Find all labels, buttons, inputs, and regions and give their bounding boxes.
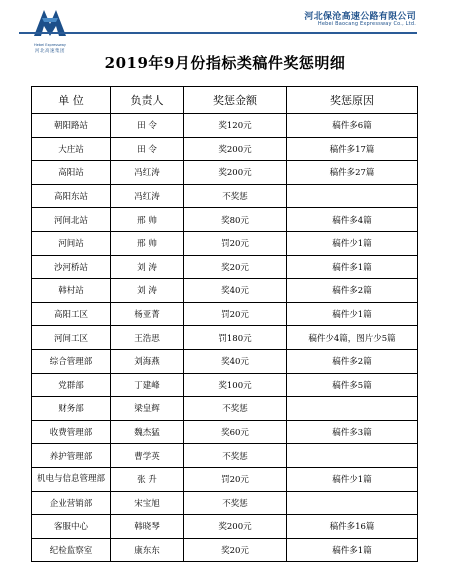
column-header-reason: 奖惩原因 bbox=[287, 87, 418, 114]
cell-unit: 韩村站 bbox=[32, 279, 111, 303]
page-title: 2019年9月份指标类稿件奖惩明细 bbox=[104, 54, 346, 72]
cell-manager: 丁建峰 bbox=[111, 373, 184, 397]
cell-unit: 高阳工区 bbox=[32, 302, 111, 326]
cell-reason bbox=[287, 397, 418, 421]
cell-amount: 罚20元 bbox=[184, 467, 287, 491]
cell-manager: 张 升 bbox=[111, 467, 184, 491]
brand-chinese-small: 河北高速集团 bbox=[35, 49, 65, 54]
header-divider bbox=[19, 32, 417, 34]
cell-reason: 稿件多2篇 bbox=[287, 279, 418, 303]
cell-manager: 刘海燕 bbox=[111, 349, 184, 373]
table-row bbox=[32, 467, 418, 491]
cell-unit: 养护管理部 bbox=[32, 444, 111, 468]
cell-reason: 稿件少1篇 bbox=[287, 302, 418, 326]
table-row bbox=[32, 137, 418, 161]
cell-manager: 魏杰猛 bbox=[111, 420, 184, 444]
table-row bbox=[32, 255, 418, 279]
table-row bbox=[32, 515, 418, 539]
cell-manager: 刘 涛 bbox=[111, 255, 184, 279]
column-header-unit: 单 位 bbox=[32, 87, 111, 114]
cell-reason: 稿件少1篇 bbox=[287, 467, 418, 491]
cell-reason: 稿件少1篇 bbox=[287, 231, 418, 255]
cell-manager: 梁皇辉 bbox=[111, 397, 184, 421]
brand-english-small: Hebei Expressway bbox=[34, 43, 66, 47]
table-row bbox=[32, 420, 418, 444]
cell-manager: 邢 帅 bbox=[111, 231, 184, 255]
table-row bbox=[32, 373, 418, 397]
cell-reason bbox=[287, 184, 418, 208]
cell-reason: 稿件多4篇 bbox=[287, 208, 418, 232]
cell-amount: 奖100元 bbox=[184, 373, 287, 397]
cell-manager: 冯红涛 bbox=[111, 184, 184, 208]
table-row bbox=[32, 114, 418, 138]
cell-unit: 客服中心 bbox=[32, 515, 111, 539]
cell-unit: 朝阳路站 bbox=[32, 114, 111, 138]
cell-amount: 不奖惩 bbox=[184, 397, 287, 421]
column-header-manager: 负责人 bbox=[111, 87, 184, 114]
cell-manager: 曹学英 bbox=[111, 444, 184, 468]
cell-amount: 奖60元 bbox=[184, 420, 287, 444]
cell-manager: 王浩思 bbox=[111, 326, 184, 350]
logo-mark-icon bbox=[32, 6, 68, 40]
cell-amount: 不奖惩 bbox=[184, 491, 287, 515]
table-row bbox=[32, 161, 418, 185]
cell-reason: 稿件多17篇 bbox=[287, 137, 418, 161]
cell-unit: 机电与信息管理部 bbox=[32, 467, 111, 491]
company-name: 河北保沧高速公路有限公司 bbox=[304, 12, 416, 22]
cell-amount: 奖40元 bbox=[184, 279, 287, 303]
table-row bbox=[32, 349, 418, 373]
cell-reason bbox=[287, 491, 418, 515]
cell-reason: 稿件多1篇 bbox=[287, 255, 418, 279]
cell-reason: 稿件少4篇，图片少5篇 bbox=[287, 326, 418, 350]
cell-unit: 纪检监察室 bbox=[32, 538, 111, 562]
cell-amount: 奖120元 bbox=[184, 114, 287, 138]
cell-unit: 收费管理部 bbox=[32, 420, 111, 444]
table-row bbox=[32, 538, 418, 562]
cell-manager: 杨亚菁 bbox=[111, 302, 184, 326]
cell-unit: 河间工区 bbox=[32, 326, 111, 350]
cell-amount: 不奖惩 bbox=[184, 444, 287, 468]
cell-unit: 沙河桥站 bbox=[32, 255, 111, 279]
cell-manager: 邢 帅 bbox=[111, 208, 184, 232]
cell-reason: 稿件多16篇 bbox=[287, 515, 418, 539]
cell-unit: 大庄站 bbox=[32, 137, 111, 161]
cell-manager: 韩晓琴 bbox=[111, 515, 184, 539]
cell-manager: 宋宝旭 bbox=[111, 491, 184, 515]
table-row bbox=[32, 302, 418, 326]
table-header-row bbox=[32, 87, 418, 114]
cell-amount: 奖200元 bbox=[184, 515, 287, 539]
cell-reason: 稿件多1篇 bbox=[287, 538, 418, 562]
cell-amount: 奖200元 bbox=[184, 137, 287, 161]
cell-unit: 高阳东站 bbox=[32, 184, 111, 208]
cell-amount: 不奖惩 bbox=[184, 184, 287, 208]
cell-amount: 奖20元 bbox=[184, 255, 287, 279]
cell-manager: 康东东 bbox=[111, 538, 184, 562]
letterhead bbox=[0, 0, 450, 60]
cell-amount: 奖20元 bbox=[184, 538, 287, 562]
column-header-amount: 奖惩金额 bbox=[184, 87, 287, 114]
table-row bbox=[32, 397, 418, 421]
cell-reason: 稿件多5篇 bbox=[287, 373, 418, 397]
cell-amount: 罚20元 bbox=[184, 231, 287, 255]
cell-manager: 冯红涛 bbox=[111, 161, 184, 185]
table-row bbox=[32, 326, 418, 350]
cell-reason bbox=[287, 444, 418, 468]
table-row bbox=[32, 208, 418, 232]
cell-reason: 稿件多27篇 bbox=[287, 161, 418, 185]
cell-unit: 综合管理部 bbox=[32, 349, 111, 373]
cell-unit: 河间站 bbox=[32, 231, 111, 255]
cell-amount: 罚20元 bbox=[184, 302, 287, 326]
cell-amount: 罚180元 bbox=[184, 326, 287, 350]
cell-unit: 党群部 bbox=[32, 373, 111, 397]
cell-unit: 财务部 bbox=[32, 397, 111, 421]
table-row bbox=[32, 444, 418, 468]
cell-reason: 稿件多3篇 bbox=[287, 420, 418, 444]
cell-reason: 稿件多6篇 bbox=[287, 114, 418, 138]
cell-unit: 河间北站 bbox=[32, 208, 111, 232]
table-row bbox=[32, 491, 418, 515]
cell-unit: 高阳站 bbox=[32, 161, 111, 185]
cell-manager: 田 令 bbox=[111, 137, 184, 161]
cell-amount: 奖80元 bbox=[184, 208, 287, 232]
cell-amount: 奖200元 bbox=[184, 161, 287, 185]
table-row bbox=[32, 279, 418, 303]
cell-manager: 田 令 bbox=[111, 114, 184, 138]
cell-reason: 稿件多2篇 bbox=[287, 349, 418, 373]
cell-unit: 企业营销部 bbox=[32, 491, 111, 515]
cell-manager: 刘 涛 bbox=[111, 279, 184, 303]
table-row bbox=[32, 231, 418, 255]
table-row bbox=[32, 184, 418, 208]
cell-amount: 奖40元 bbox=[184, 349, 287, 373]
company-name-english: Hebei Baocang Expressway Co., Ltd. bbox=[317, 21, 416, 27]
reward-penalty-table bbox=[31, 86, 418, 562]
